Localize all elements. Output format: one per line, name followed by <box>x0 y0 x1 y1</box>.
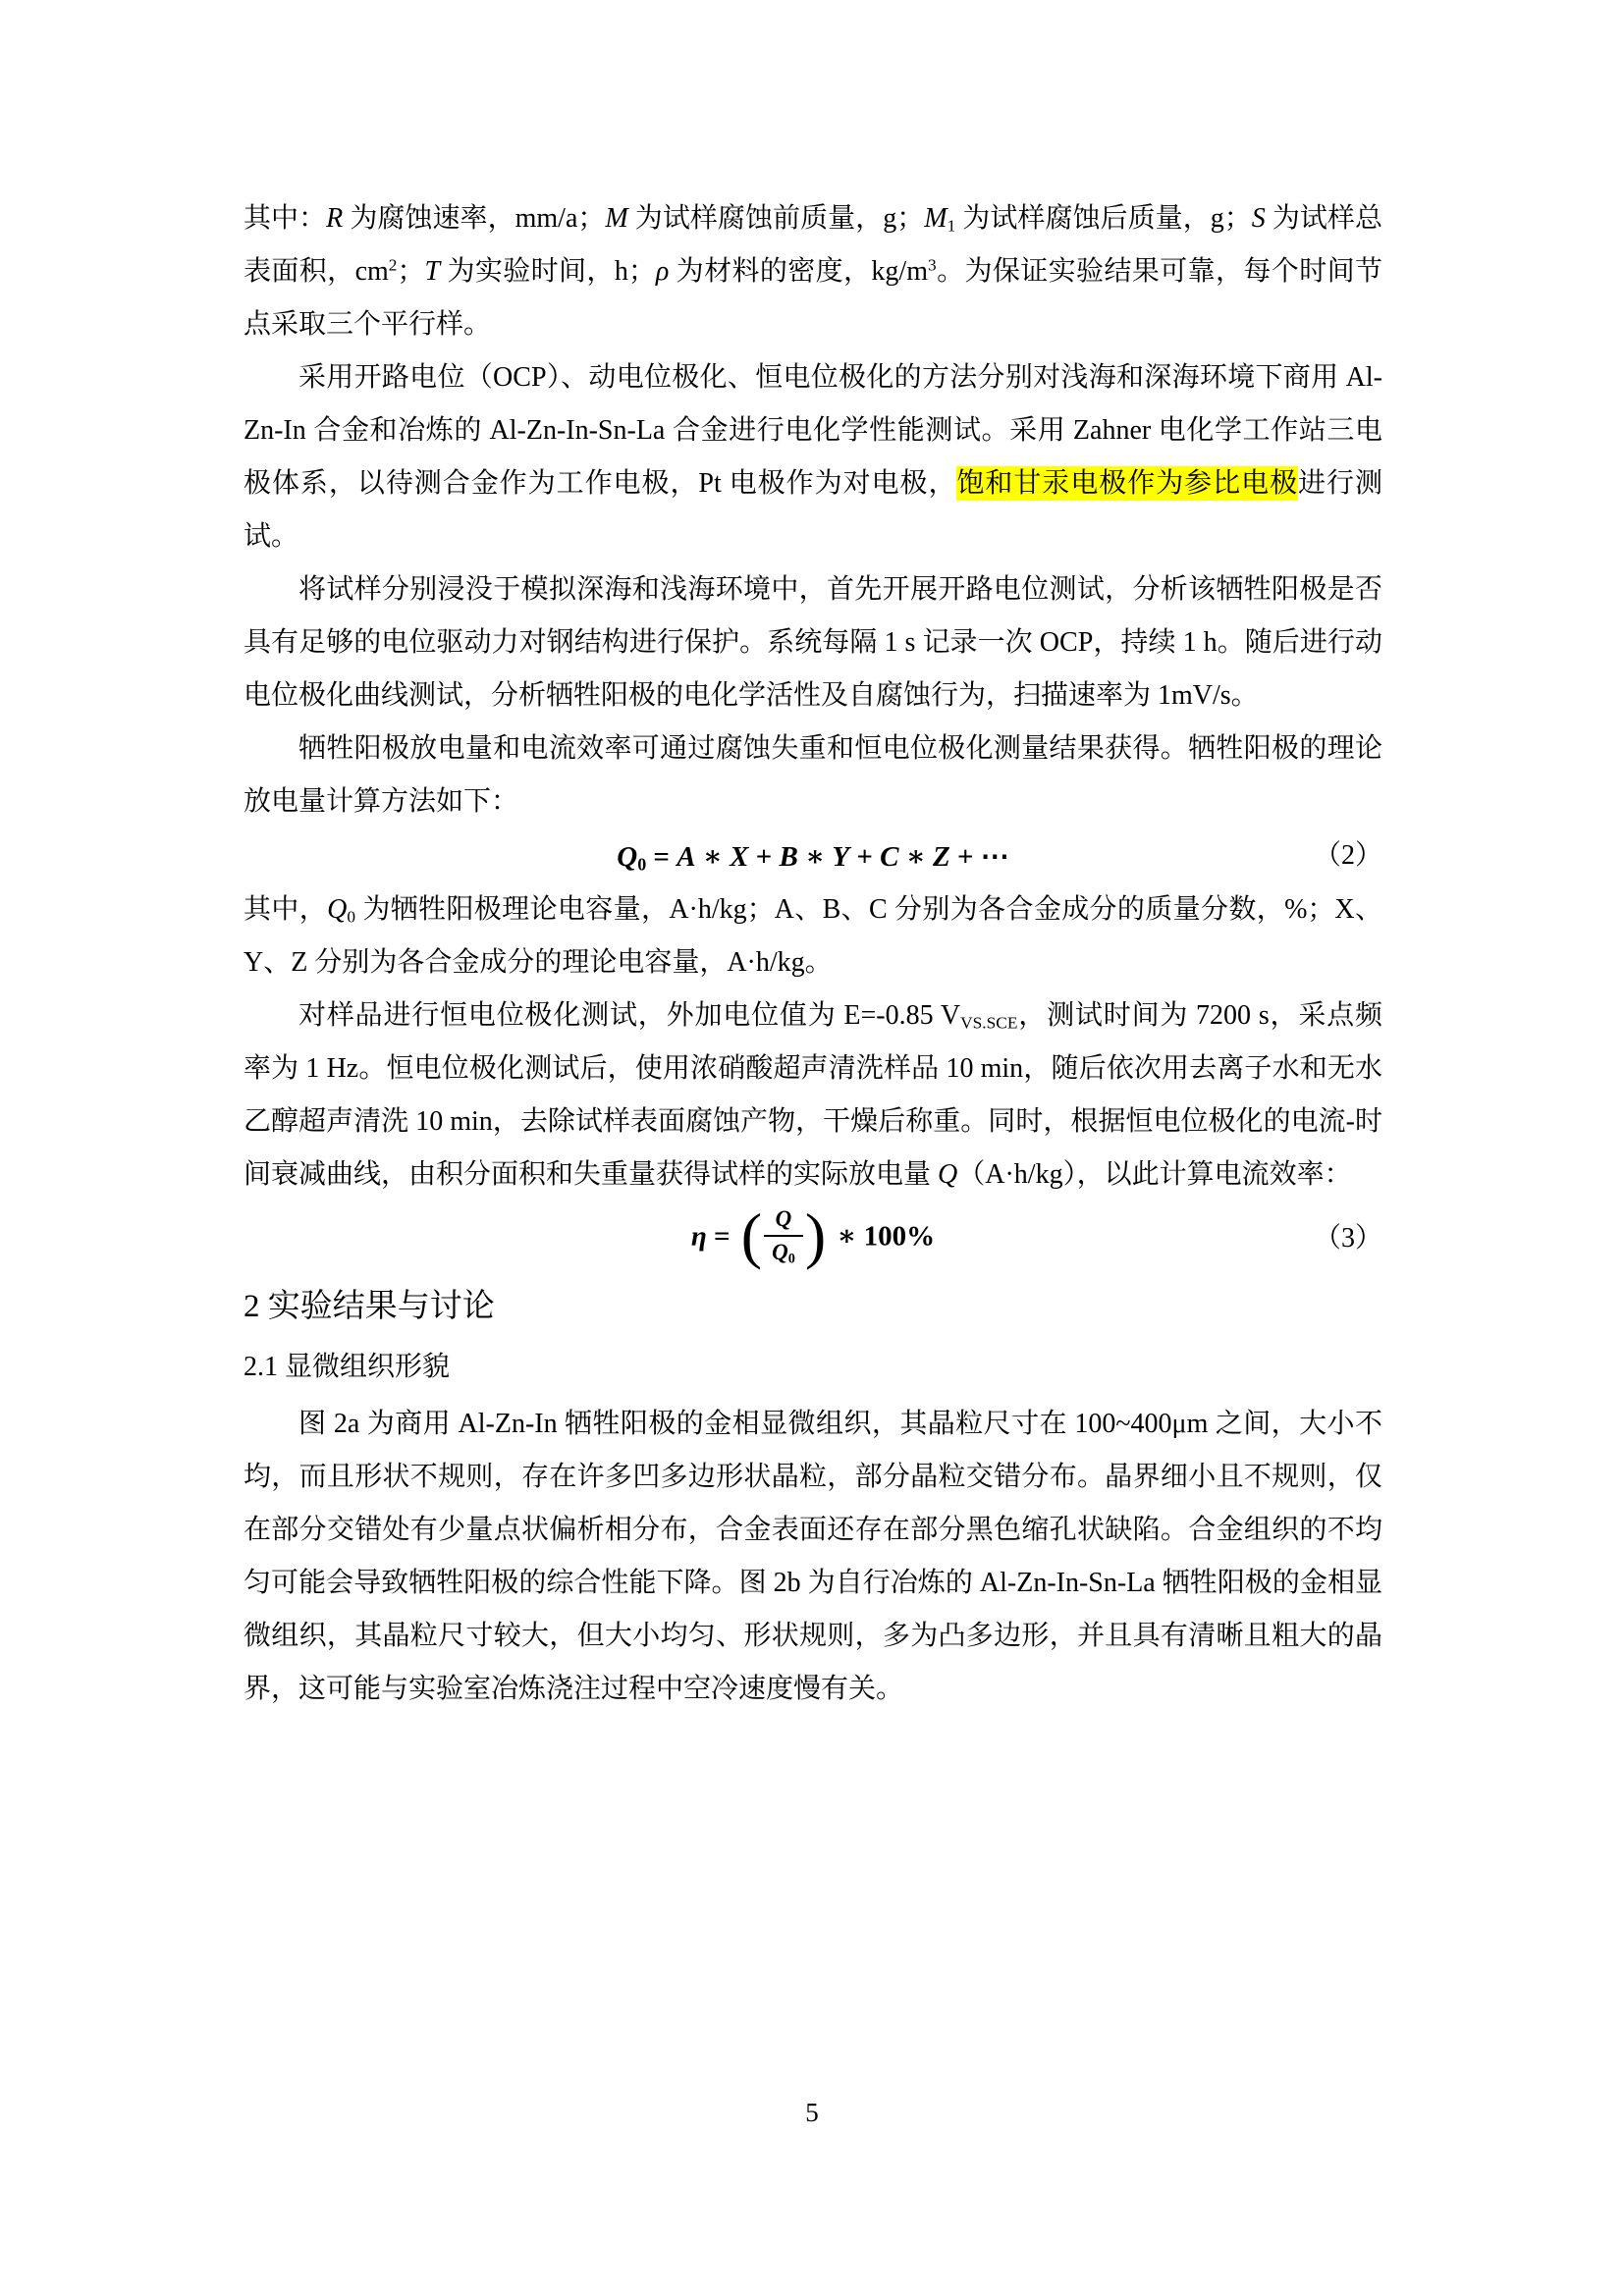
document-content <box>244 192 1382 1716</box>
subsection-heading: 2.1 显微组织形貌 <box>244 1352 451 1383</box>
page-number: 5 <box>805 2098 819 2127</box>
text-run: ∗ <box>797 841 833 874</box>
fraction-numerator <box>764 1204 803 1237</box>
highlighted-text: 饱和甘汞电极作为参比电极 <box>956 468 1299 499</box>
text-run: 0 <box>787 1251 795 1267</box>
equation-number: （2） <box>1313 840 1382 872</box>
text-run: M <box>605 203 628 234</box>
text-run: + <box>748 841 780 874</box>
text-run: 为试样腐蚀前质量，g； <box>627 203 925 234</box>
text-run: VS.SCE <box>960 1013 1018 1033</box>
text-run: + ⋯ <box>949 841 1009 874</box>
text-run: Z <box>933 841 950 874</box>
fraction-stack <box>764 1204 803 1267</box>
text-run: 为腐蚀速率，mm/a； <box>343 203 606 234</box>
text-run: = <box>706 1221 737 1253</box>
paragraph <box>244 883 1382 989</box>
text-run: ρ <box>655 256 670 287</box>
text-run: B <box>779 841 798 874</box>
equation-body <box>617 830 1009 883</box>
text-run: Y <box>832 841 850 874</box>
text-run: η <box>690 1221 707 1253</box>
paragraph <box>244 1398 1382 1716</box>
text-run: 进行测试。 <box>244 468 1382 552</box>
text-run: C <box>880 841 899 874</box>
equation <box>244 1201 1382 1276</box>
text-run: Q <box>772 1240 788 1265</box>
text-run: 为实验时间，h； <box>440 256 656 287</box>
text-run: 为试样腐蚀后质量，g； <box>955 203 1252 234</box>
text-run: 为试样总表面积，cm <box>244 203 1382 287</box>
text-run: R <box>326 203 344 234</box>
paragraph <box>244 989 1382 1201</box>
text-run: 。为保证实验结果可靠，每个时间节点采取三个平行样。 <box>244 256 1382 340</box>
text-run: A <box>677 841 696 874</box>
text-run: T <box>424 256 441 287</box>
text-run: Q <box>938 1159 958 1191</box>
equation <box>244 828 1382 883</box>
text-run: 0 <box>347 907 356 927</box>
text-run: 其中： <box>244 203 327 234</box>
text-run: ，测试时间为 7200 s，采点频率为 1 Hz。恒电位极化测试后，使用浓硝酸超声清洗样品 10 min，随后依次用去离子水和无水乙醇超声清洗 10 min，去除试样表面腐蚀产物，干燥后称重。同时，根据恒电位极化的电流-时间衰减曲线，由积分面积和失重量获得试样的实际放电量 <box>244 1000 1383 1191</box>
text-run: 其中， <box>244 894 328 926</box>
section-heading: 2 实验结果与讨论 <box>244 1289 495 1325</box>
text-run: M <box>924 203 947 234</box>
text-run: S <box>1251 203 1266 234</box>
equation-number: （3） <box>1313 1223 1382 1255</box>
text-run: 采用开路电位（OCP）、动电位极化、恒电位极化的方法分别对浅海和深海环境下商用 Al-Zn-In 合金和冶炼的 Al-Zn-In-Sn-La 合金进行电化学性能测试。采用 Zahner 电化学工作站三电极体系，以待测合金作为工作电极，Pt 电极作为对电极， <box>244 362 1382 499</box>
text-run: 为牺牲阳极理论电容量，A·h/kg；A、B、C 分别为各合金成分的质量分数，%；X、Y、Z 分别为各合金成分的理论电容量，A·h/kg。 <box>244 894 1382 979</box>
text-run: 0 <box>637 854 647 875</box>
text-run: 图 2a 为商用 Al-Zn-In 牺牲阳极的金相显微组织，其晶粒尺寸在 100~400μm 之间，大小不均，而且形状不规则，存在许多凹多边形状晶粒，部分晶粒交错分布。晶界细小且不规则，仅在部分交错处有少量点状偏析相分布，合金表面还存在部分黑色缩孔状缺陷。合金组织的不均匀可能会导致牺牲阳极的综合性能下降。图 2b 为自行冶炼的 Al-Zn-In-Sn-La 牺牲阳极的金相显微组织，其晶粒尺寸较大，但大小均匀、形状规则，多为凸多边形，并且具有清晰且粗大的晶界，这可能与实验室冶炼浇注过程中空冷速度慢有关。 <box>244 1409 1382 1705</box>
text-run: ∗ <box>898 841 933 874</box>
fraction: ( $\frac{Q}{Q_0}$ ) <box>740 1201 827 1271</box>
text-run: ∗ 100% <box>830 1221 936 1253</box>
equation-body <box>690 1201 936 1271</box>
text-run: 3 <box>928 255 937 275</box>
text-run: 对样品进行恒电位极化测试，外加电位值为 E=-0.85 V <box>298 1000 961 1032</box>
text-run: Q <box>617 841 638 874</box>
paragraph <box>244 722 1382 828</box>
text-run: 2 <box>388 255 398 275</box>
text-run: （A·h/kg），以此计算电流效率： <box>957 1159 1352 1191</box>
text-run: 牺牲阳极放电量和电流效率可通过腐蚀失重和恒电位极化测量结果获得。牺牲阳极的理论放电量计算方法如下： <box>244 733 1382 817</box>
text-run: X <box>730 841 749 874</box>
paragraph <box>244 351 1382 563</box>
text-run: ； <box>397 256 425 287</box>
text-run: = <box>646 841 677 874</box>
text-run: 为材料的密度，kg/m <box>669 256 928 287</box>
text-run: Q <box>327 894 348 926</box>
text-run: 将试样分别浸没于模拟深海和浅海环境中，首先开展开路电位测试，分析该牺牲阳极是否具有足够的电位驱动力对钢结构进行保护。系统每隔 1 s 记录一次 OCP，持续 1 h。随后进行动电位极化曲线测试，分析牺牲阳极的电化学活性及自腐蚀行为，扫描速率为 1mV/s。 <box>244 574 1382 711</box>
text-run: ∗ <box>695 841 731 874</box>
fraction-denominator <box>764 1237 803 1267</box>
text-run: Q <box>775 1206 792 1232</box>
text-run: + <box>849 841 881 874</box>
paragraph <box>244 192 1382 351</box>
paragraph <box>244 563 1382 722</box>
text-run: 1 <box>947 216 956 236</box>
